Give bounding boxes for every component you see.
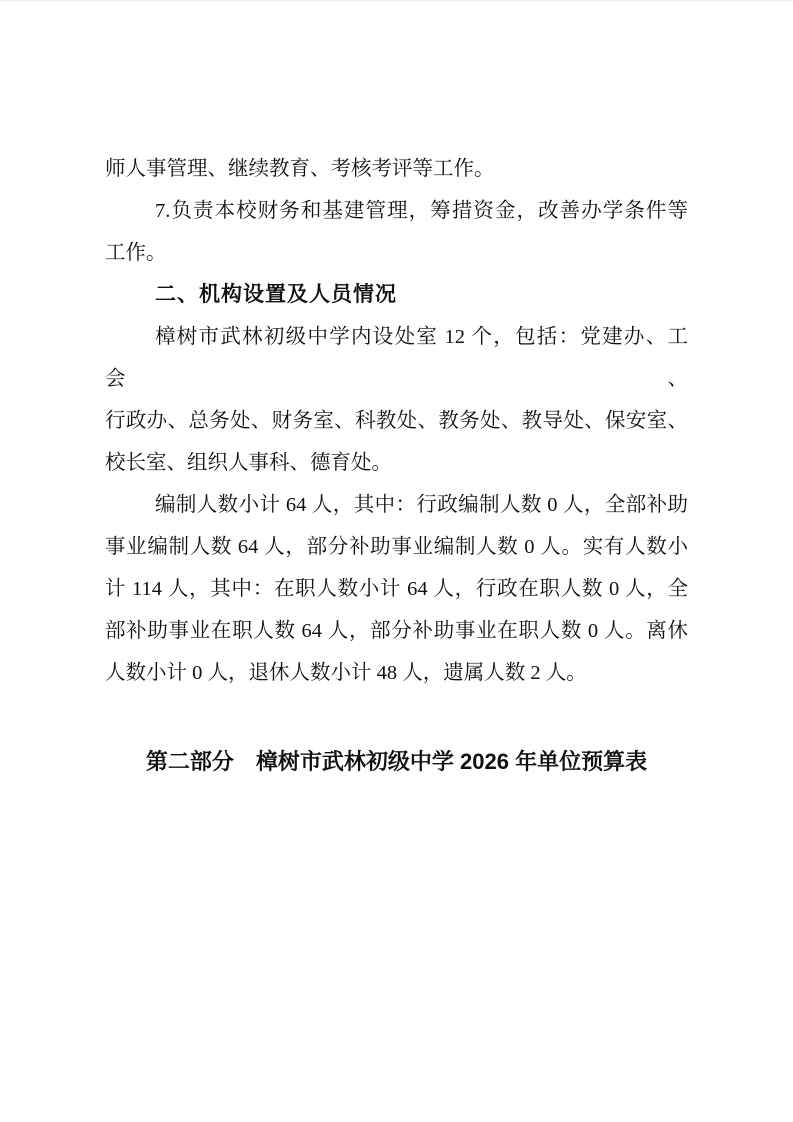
document-body (105, 148, 688, 783)
body-text-line: 事业编制人数 64 人，部分补助事业编制人数 0 人。实有人数小 (105, 536, 688, 558)
body-text-line: 樟树市武林初级中学内设处室 12 个，包括：党建办、工会、 (105, 326, 688, 390)
body-text-line: 计 114 人，其中：在职人数小计 64 人，行政在职人数 0 人，全 (105, 578, 688, 600)
body-text-line: 师人事管理、继续教育、考核考评等工作。 (105, 158, 495, 180)
body-text-line: 校长室、组织人事科、德育处。 (105, 452, 392, 474)
body-text-line: 编制人数小计 64 人，其中：行政编制人数 0 人，全部补助 (155, 494, 688, 516)
body-text-line: 行政办、总务处、财务室、科教处、教务处、教导处、保安室、 (105, 410, 688, 432)
body-text-line: 工作。 (105, 242, 167, 264)
body-text-line: 7.负责本校财务和基建管理，筹措资金，改善办学条件等 (155, 200, 688, 222)
body-text-line: 部补助事业在职人数 64 人，部分补助事业在职人数 0 人。离休 (105, 620, 688, 642)
body-text-line: 人数小计 0 人，退休人数小计 48 人，遗属人数 2 人。 (105, 662, 587, 684)
section-heading: 二、机构设置及人员情况 (155, 283, 397, 306)
part-two-title: 第二部分 樟树市武林初级中学 2026 年单位预算表 (145, 749, 648, 774)
